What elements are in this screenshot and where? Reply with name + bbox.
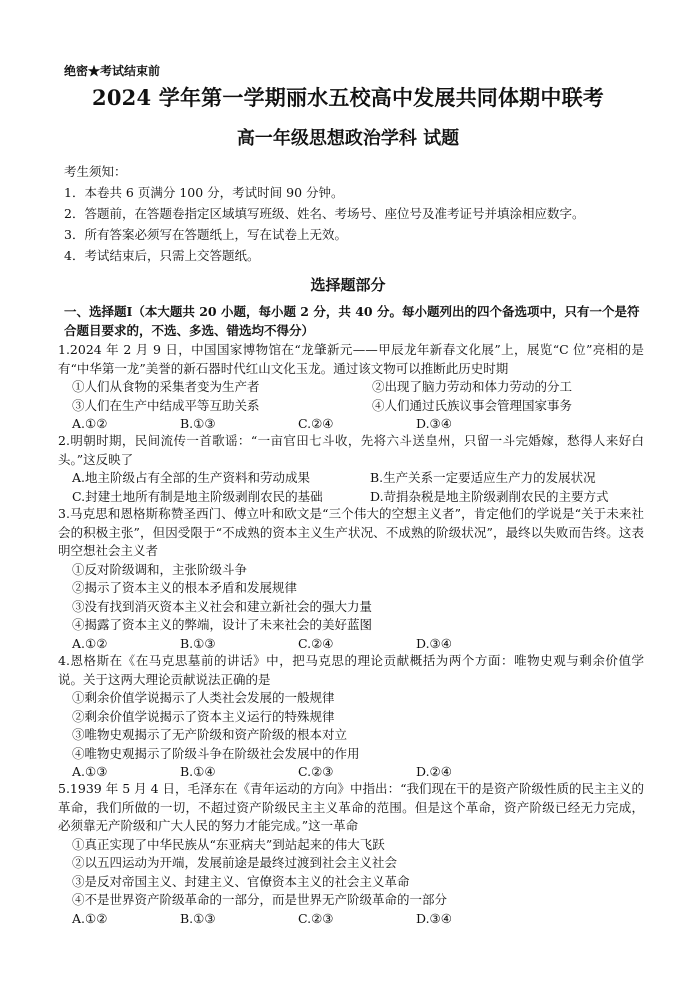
option: ③没有找到消灭资本主义社会和建立新社会的强大力量 <box>72 598 373 614</box>
choice-c: C.②③ <box>298 910 334 926</box>
option: ①反对阶级调和，主张阶级斗争 <box>72 561 248 577</box>
notice-head: 考生须知： <box>64 164 127 179</box>
choice-b: B.①③ <box>180 910 216 926</box>
notice-item: 2．答题前，在答题卷指定区域填写班级、姓名、考场号、座位号及准考证号并填涂相应数字。 <box>64 206 585 221</box>
option-grid <box>58 469 644 506</box>
answer-choices <box>58 763 644 782</box>
option: ③人们在生产中结成平等互助关系 <box>72 397 260 413</box>
choice-c: C.②④ <box>298 635 334 651</box>
option: A.地主阶级占有全部的生产资料和劳动成果 <box>72 470 311 485</box>
option: ④人们通过氏族议事会管理国家事务 <box>372 397 573 413</box>
answer-choices <box>58 415 644 434</box>
notice-item: 1．本卷共 6 页满分 100 分，考试时间 90 分钟。 <box>64 185 344 200</box>
option: ①剩余价值学说揭示了人类社会发展的一般规律 <box>72 690 335 705</box>
choice-d: D.③④ <box>416 416 452 431</box>
section-title: 选择题部分 <box>310 276 386 294</box>
choice-b: B.①④ <box>180 764 216 779</box>
choice-a: A.①③ <box>72 764 108 779</box>
choice-a: A.①② <box>72 635 108 651</box>
choice-a: A.①② <box>72 910 108 926</box>
question-2 <box>58 432 644 506</box>
notice-item: 4．考试结束后，只需上交答题纸。 <box>64 248 260 263</box>
exam-subtitle: 高一年级思想政治学科 试题 <box>236 128 460 149</box>
option: ②剩余价值学说揭示了资本主义运行的特殊规律 <box>72 708 335 724</box>
option: B.生产关系一定要适应生产力的发展状况 <box>370 470 596 485</box>
choice-b: B.①③ <box>180 416 216 431</box>
option: ④揭露了资本主义的弊端，设计了未来社会的美好蓝图 <box>72 617 373 632</box>
option: ①真正实现了中华民族从“东亚病夫”到站起来的伟大飞跃 <box>72 836 385 852</box>
question-4 <box>58 652 644 782</box>
option: ④不是世界资产阶级革命的一部分，而是世界无产阶级革命的一部分 <box>72 892 448 907</box>
choice-d: D.③④ <box>416 910 452 926</box>
option: D.苛捐杂税是地主阶级剥削农民的主要方式 <box>370 488 609 504</box>
choice-b: B.①③ <box>180 635 216 651</box>
answer-choices <box>58 910 644 929</box>
option: ③是反对帝国主义、封建主义、官僚资本主义的社会主义革命 <box>72 873 410 889</box>
question-stem: 5.1939 年 5 月 4 日，毛泽东在《青年运动的方向》中指出：“我们现在干的是资产阶级性质的民主主义的革命，我们所做的一切，不超过资产阶级民主主义革命的范围。但是这个革命，资产阶级已经无力完成，必须靠无产阶级和广大人民的努力才能完成。”这一革命 <box>58 781 644 833</box>
option-grid <box>58 378 644 415</box>
question-5 <box>58 780 644 928</box>
choice-c: C.②③ <box>298 764 334 779</box>
answer-choices <box>58 635 644 654</box>
question-stem: 2.明朝时期，民间流传一首歌谣：“一亩官田七斗收，先将六斗送皇州，只留一斗完婚嫁，愁得人来好白头。”这反映了 <box>58 433 644 467</box>
option: ③唯物史观揭示了无产阶级和资产阶级的根本对立 <box>72 727 348 742</box>
choice-d: D.③④ <box>416 635 452 651</box>
choice-a: A.①② <box>72 416 108 431</box>
option: ②揭示了资本主义的根本矛盾和发展规律 <box>72 580 298 595</box>
option: ①人们从食物的采集者变为生产者 <box>72 379 260 394</box>
notice-block <box>64 162 664 266</box>
option: C.封建土地所有制是地主阶级剥削农民的基础 <box>72 488 323 504</box>
secret-label: 绝密★考试结束前 <box>64 64 161 78</box>
question-3 <box>58 505 644 653</box>
part-instructions: 一、选择题Ⅰ（本大题共 20 小题，每小题 2 分，共 40 分。每小题列出的四个备选项中，只有一个是符合题目要求的，不选、多选、错选均不得分） <box>64 304 640 338</box>
exam-title: 2024 学年第一学期丽水五校高中发展共同体期中联考 <box>92 85 604 110</box>
option: ②出现了脑力劳动和体力劳动的分工 <box>372 379 573 394</box>
notice-item: 3．所有答案必须写在答题纸上，写在试卷上无效。 <box>64 227 347 242</box>
choice-c: C.②④ <box>298 416 334 431</box>
option: ④唯物史观揭示了阶级斗争在阶级社会发展中的作用 <box>72 745 360 761</box>
choice-d: D.②④ <box>416 764 452 779</box>
question-stem: 1.2024 年 2 月 9 日，中国国家博物馆在“龙肇新元——甲辰龙年新春文化展”上，展览“C 位”亮相的是有“中华第一龙”美誉的新石器时代红山文化玉龙。通过该文物可以推断此历史时期 <box>58 342 644 376</box>
question-stem: 3.马克思和恩格斯称赞圣西门、傅立叶和欧文是“三个伟大的空想主义者”，肯定他们的学说是“关于未来社会的积极主张”，但因受限于“不成熟的资本主义生产状况、不成熟的阶级状况”，最终以失败而告终。这表明空想社会主义者 <box>58 506 644 558</box>
question-1 <box>58 341 644 434</box>
question-stem: 4.恩格斯在《在马克思墓前的讲话》中，把马克思的理论贡献概括为两个方面：唯物史观与剩余价值学说。关于这两大理论贡献说法正确的是 <box>58 653 644 687</box>
option: ②以五四运动为开端，发展前途是最终过渡到社会主义社会 <box>72 855 398 870</box>
